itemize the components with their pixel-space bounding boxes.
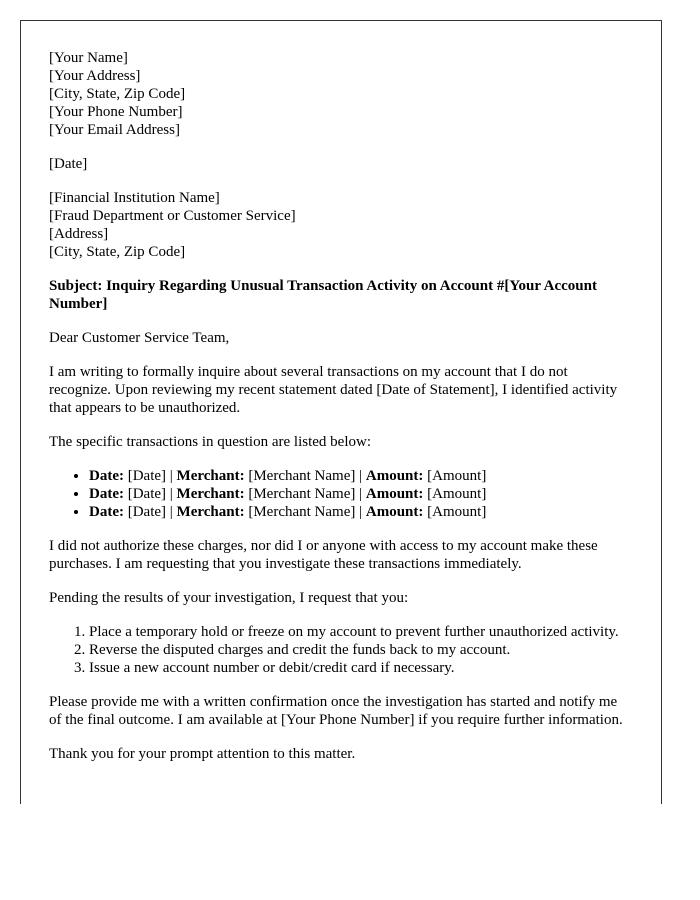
sender-name: [Your Name] xyxy=(49,50,128,66)
date-value: [Date] | xyxy=(123,486,177,502)
amount-value: [Amount] xyxy=(423,468,487,484)
salutation: Dear Customer Service Team, xyxy=(49,330,230,346)
amount-value: [Amount] xyxy=(423,486,487,502)
amount-label: Amount: xyxy=(365,504,424,520)
transaction-item xyxy=(89,485,632,503)
merchant-value: [Merchant Name] | xyxy=(244,504,366,520)
amount-label: Amount: xyxy=(365,468,424,484)
request-item: 1. Place a temporary hold or freeze on my account to prevent further unauthorized activity. xyxy=(89,623,632,641)
merchant-value: [Merchant Name] | xyxy=(244,486,366,502)
request-item: 2. Reverse the disputed charges and credit the funds back to my account. xyxy=(89,641,632,659)
transaction-item xyxy=(89,503,632,521)
recipient-city: [City, State, Zip Code] xyxy=(49,244,186,260)
merchant-label: Merchant: xyxy=(176,468,245,484)
request-list xyxy=(49,623,632,677)
sender-phone: [Your Phone Number] xyxy=(49,104,183,120)
date-value: [Date] | xyxy=(123,504,177,520)
recipient-address: [Address] xyxy=(49,226,109,242)
recipient-block xyxy=(49,189,632,261)
merchant-value: [Merchant Name] | xyxy=(244,468,366,484)
paragraph-thanks: Thank you for your prompt attention to this matter. xyxy=(49,746,356,762)
paragraph-request-intro: Pending the results of your investigation, I request that you: xyxy=(49,590,409,606)
paragraph-not-authorized: I did not authorize these charges, nor did I or anyone with access to my account make these purchases. I am requesting that you investigate these transactions immediately. xyxy=(49,538,598,572)
letter-date: [Date] xyxy=(49,156,88,172)
transaction-list xyxy=(49,467,632,521)
amount-label: Amount: xyxy=(365,486,424,502)
date-label: Date: xyxy=(89,468,124,484)
date-label: Date: xyxy=(89,504,124,520)
sender-email: [Your Email Address] xyxy=(49,122,180,138)
recipient-department: [Fraud Department or Customer Service] xyxy=(49,208,296,224)
sender-block xyxy=(49,49,632,139)
date-label: Date: xyxy=(89,486,124,502)
paragraph-confirmation: Please provide me with a written confirmation once the investigation has started and notify me of the final outcome. I am available at [Your Phone Number] if you require further information. xyxy=(49,694,623,728)
merchant-label: Merchant: xyxy=(176,504,245,520)
request-item: 3. Issue a new account number or debit/credit card if necessary. xyxy=(89,659,632,677)
recipient-institution: [Financial Institution Name] xyxy=(49,190,220,206)
merchant-label: Merchant: xyxy=(176,486,245,502)
paragraph-intro: I am writing to formally inquire about several transactions on my account that I do not recognize. Upon reviewing my recent statement dated [Date of Statement], I identified activity that appears to be unauthorized. xyxy=(49,364,618,416)
amount-value: [Amount] xyxy=(423,504,487,520)
sender-city: [City, State, Zip Code] xyxy=(49,86,186,102)
paragraph-list-intro: The specific transactions in question are listed below: xyxy=(49,434,371,450)
subject-line: Subject: Inquiry Regarding Unusual Transaction Activity on Account #[Your Account Number] xyxy=(49,278,597,312)
date-value: [Date] | xyxy=(123,468,177,484)
transaction-item xyxy=(89,467,632,485)
sender-address: [Your Address] xyxy=(49,68,141,84)
letter-page xyxy=(20,20,662,804)
